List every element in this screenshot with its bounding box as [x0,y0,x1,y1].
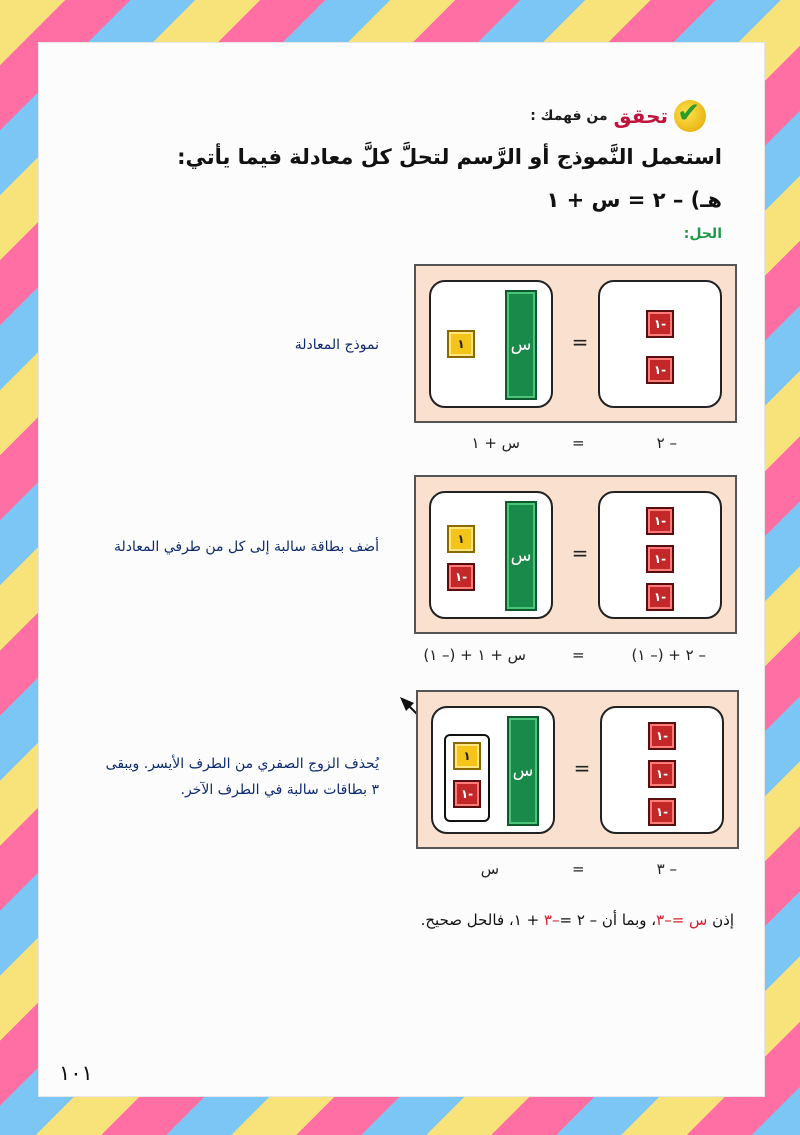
negative-one-tile: ١- [453,780,481,808]
step1-right-expr: س + ١ [471,434,520,452]
step1-left-expr: – ٢ [656,434,677,452]
step1-equals: = [572,434,585,452]
conclusion-part1: إذن [707,911,734,929]
check-subtitle: من فهمك : [530,108,608,124]
instruction: استعمل النَّموذج أو الرَّسم لتحلَّ كلَّ معادلة فيما يأتي: [177,145,722,169]
step3-left-expr: – ٣ [656,860,677,878]
negative-one-tile: ١- [648,798,676,826]
negative-one-tile: ١- [646,310,674,338]
conclusion [421,911,734,929]
step1-model [414,264,737,423]
step3-equals: = [572,860,585,878]
step3-right-side [600,706,724,834]
conclusion-minus3: –٣ [543,911,560,929]
page-number: ١٠١ [59,1061,93,1085]
step1-left-side [429,280,553,408]
step2-description: أضف بطاقة سالبة إلى كل من طرفي المعادلة [113,539,379,555]
step3-left-side [431,706,555,834]
conclusion-part2: ، وبما أن – ٢ = [559,911,657,929]
step3-description-line2: ٣ بطاقات سالبة في الطرف الآخر. [180,782,379,798]
step3-description-line1: يُحذف الزوج الصفري من الطرف الأيسر. ويبقى [105,756,379,772]
step2-equals: = [572,646,585,664]
check-title: تحقق [613,104,668,128]
step3-right-expr: س [480,860,499,878]
positive-one-tile: ١ [453,742,481,770]
negative-one-tile: ١- [646,507,674,535]
check-understanding-heading [530,100,706,132]
conclusion-x-value: س =–٣ [656,911,708,929]
positive-one-tile: ١ [447,330,475,358]
positive-one-tile: ١ [447,525,475,553]
step2-right-expr: س + ١ + (– ١) [423,646,526,664]
x-tile: س [507,716,539,826]
step2-model [414,475,737,634]
checkmark-icon [674,100,706,132]
negative-one-tile: ١- [648,722,676,750]
step3-model [416,690,739,849]
step2-right-side [598,491,722,619]
equals-sign: = [571,541,589,565]
problem-equation: هـ) – ٢ = س + ١ [546,188,722,212]
equals-sign: = [573,756,591,780]
x-tile: س [505,501,537,611]
negative-one-tile: ١- [447,563,475,591]
conclusion-part3: + ١، فالحل صحيح. [420,911,544,929]
negative-one-tile: ١- [648,760,676,788]
negative-one-tile: ١- [646,583,674,611]
page [38,42,765,1097]
x-tile: س [505,290,537,400]
step1-right-side [598,280,722,408]
step1-description: نموذج المعادلة [294,337,379,353]
step3-description [106,751,379,803]
solution-label: الحل: [683,226,722,242]
negative-one-tile: ١- [646,545,674,573]
equals-sign: = [571,330,589,354]
step2-left-side [429,491,553,619]
negative-one-tile: ١- [646,356,674,384]
step2-left-expr: – ٢ + (– ١) [631,646,706,664]
